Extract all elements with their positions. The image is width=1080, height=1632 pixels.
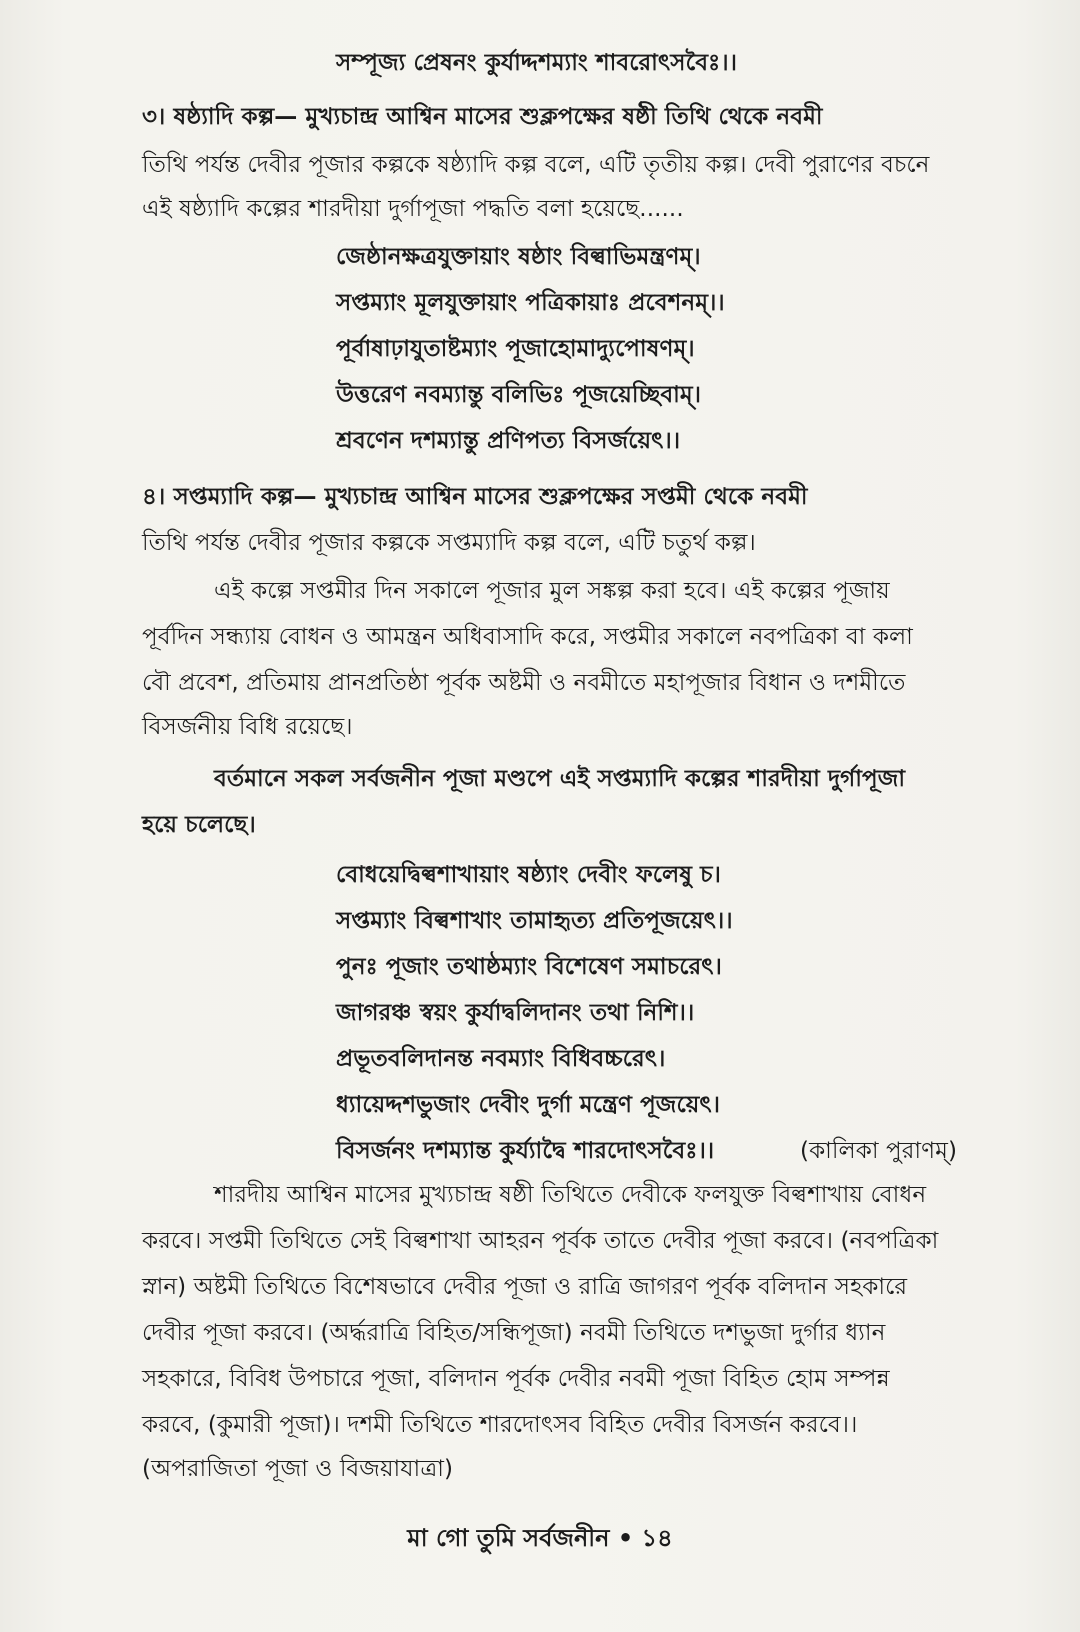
- body-line: বিসর্জনীয় বিধি রয়েছে।: [142, 714, 353, 740]
- section-4-heading-line: ৪। সপ্তম্যাদি কল্প— মুখ্যচান্দ্র আশ্বিন মাসের শুক্লপক্ষের সপ্তমী থেকে নবমী: [142, 484, 808, 510]
- page-footer: মা গো তুমি সর্বজনীন • ১৪: [407, 1524, 673, 1552]
- source-citation: (কালিকা পুরাণম্): [800, 1138, 958, 1164]
- verse-line: বোধয়েদ্বিল্বশাখায়াং ষষ্ঠ্যাং দেবীং ফলেষু চ।: [336, 862, 721, 888]
- body-line: শারদীয় আশ্বিন মাসের মুখ্যচান্দ্র ষষ্ঠী তিথিতে দেবীকে ফলযুক্ত বিল্বশাখায় বোধন: [214, 1182, 927, 1208]
- verse-line: সম্পূজ্য প্রেষনং কুর্যাদ্দশম্যাং শাবরোৎসবৈঃ।।: [336, 50, 738, 76]
- body-line: এই কল্পে সপ্তমীর দিন সকালে পূজার মুল সঙ্কল্প করা হবে। এই কল্পের পূজায়: [214, 578, 890, 604]
- bold-body-line: হয়ে চলেছে।: [142, 812, 256, 838]
- verse-line: পূর্বাষাঢ়াযুতাষ্টম্যাং পূজাহোমাদ্যুপোষণম্।: [336, 336, 695, 362]
- bold-body-line: বর্তমানে সকল সর্বজনীন পূজা মণ্ডপে এই সপ্তম্যাদি কল্পের শারদীয়া দুর্গাপূজা: [214, 766, 906, 792]
- verse-line: জেষ্ঠানক্ষত্রযুক্তায়াং ষষ্ঠাং বিল্বাভিমন্ত্রণম্।: [336, 244, 701, 270]
- body-line: এই ষষ্ঠ্যাদি কল্পের শারদীয়া দুর্গাপূজা পদ্ধতি বলা হয়েছে......: [142, 196, 684, 222]
- verse-line: সপ্তম্যাং মূলযুক্তায়াং পত্রিকায়াঃ প্রবেশনম্।।: [336, 290, 725, 316]
- verse-line: উত্তরেণ নবম্যান্তু বলিভিঃ পূজয়েচ্ছিবাম্।: [336, 382, 702, 408]
- verse-line: শ্রবণেন দশম্যান্তু প্রণিপত্য বিসর্জয়েৎ।।: [336, 428, 681, 454]
- body-line: দেবীর পূজা করবে। (অর্দ্ধরাত্রি বিহিত/সন্ধিপূজা) নবমী তিথিতে দশভুজা দুর্গার ধ্যান: [142, 1320, 886, 1346]
- body-line: করবে, (কুমারী পূজা)। দশমী তিথিতে শারদোৎসব বিহিত দেবীর বিসর্জন করবে।।: [142, 1412, 858, 1438]
- body-line: সহকারে, বিবিধ উপচারে পূজা, বলিদান পূর্বক দেবীর নবমী পূজা বিহিত হোম সম্পন্ন: [142, 1366, 890, 1392]
- body-line: তিথি পর্যন্ত দেবীর পূজার কল্পকে সপ্তম্যাদি কল্প বলে, এটি চতুর্থ কল্প।: [142, 530, 756, 556]
- verse-line: ধ্যায়েদ্দশভুজাং দেবীং দুর্গা মন্ত্রেণ পূজয়েৎ।: [336, 1092, 721, 1118]
- body-line: পূর্বদিন সন্ধ্যায় বোধন ও আমন্ত্রন অধিবাসাদি করে, সপ্তমীর সকালে নবপত্রিকা বা কলা: [142, 624, 913, 650]
- body-line: স্নান) অষ্টমী তিথিতে বিশেষভাবে দেবীর পূজা ও রাত্রি জাগরণ পূর্বক বলিদান সহকারে: [142, 1274, 908, 1300]
- body-line: করবে। সপ্তমী তিথিতে সেই বিল্বশাখা আহরন পূর্বক তাতে দেবীর পূজা করবে। (নবপত্রিকা: [142, 1228, 939, 1254]
- verse-line: জাগরঞ্চ স্বয়ং কুর্যাদ্বলিদানং তথা নিশি।।: [336, 1000, 695, 1026]
- section-3-heading-line: ৩। ষষ্ঠ্যাদি কল্প— মুখ্যচান্দ্র আশ্বিন মাসের শুক্লপক্ষের ষষ্ঠী তিথি থেকে নবমী: [142, 104, 823, 130]
- verse-line: পুনঃ পূজাং তথাষ্ঠম্যাং বিশেষেণ সমাচরেৎ।: [336, 954, 722, 980]
- body-line: বৌ প্রবেশ, প্রতিমায় প্রানপ্রতিষ্ঠা পূর্বক অষ্টমী ও নবমীতে মহাপূজার বিধান ও দশমীতে: [142, 670, 906, 696]
- verse-line: বিসর্জনং দশম্যান্ত কুর্য্যাদ্বৈ শারদোৎসবৈঃ।।: [336, 1138, 715, 1164]
- body-line: (অপরাজিতা পূজা ও বিজয়াযাত্রা): [142, 1456, 454, 1482]
- verse-line: প্রভূতবলিদানন্ত নবম্যাং বিধিবচ্চরেৎ।: [336, 1046, 666, 1072]
- body-line: তিথি পর্যন্ত দেবীর পূজার কল্পকে ষষ্ঠ্যাদি কল্প বলে, এটি তৃতীয় কল্প। দেবী পুরাণের বচনে: [142, 152, 930, 178]
- verse-line: সপ্তম্যাং বিল্বশাখাং তামাহৃত্য প্রতিপূজয়েৎ।।: [336, 908, 733, 934]
